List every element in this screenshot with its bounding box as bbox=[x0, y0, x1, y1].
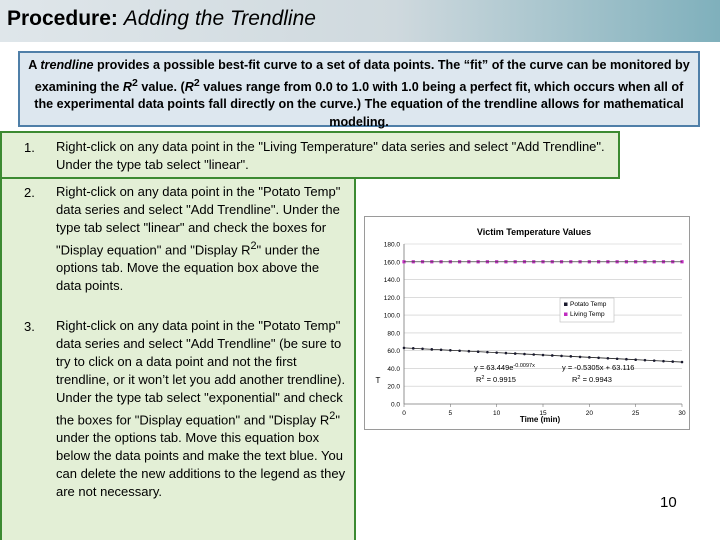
step-1-number: 1. bbox=[24, 140, 35, 155]
x-tick-label-2: 10 bbox=[493, 410, 501, 417]
potato-point-12 bbox=[514, 352, 517, 355]
chart-title: Victim Temperature Values bbox=[476, 227, 592, 237]
potato-point-17 bbox=[560, 355, 563, 358]
potato-point-6 bbox=[458, 349, 461, 352]
step-3-text bbox=[56, 317, 352, 501]
title-bar bbox=[0, 0, 720, 42]
legend-label-potato: Potato Temp bbox=[570, 301, 607, 308]
step-2-text-a: Right-click on any data point in the "Potato Temp" data series and select "Add Trendline". Under the type tab select "linear" and check the boxes for "Display equation" and "Display R bbox=[56, 184, 341, 258]
title-emphasis: Adding the Trendline bbox=[123, 7, 316, 30]
potato-point-19 bbox=[579, 356, 582, 359]
step-1-text: Right-click on any data point in the "Living Temperature" data series and select "Add Trendline". Under the type tab select "linear". bbox=[56, 139, 605, 172]
y-tick-label-3: 60.0 bbox=[387, 348, 400, 356]
potato-point-26 bbox=[644, 359, 647, 362]
linear-equation: y = -0.5305x + 63.116 bbox=[562, 363, 635, 372]
potato-point-15 bbox=[542, 354, 545, 357]
intro-r2-symbol: R bbox=[122, 79, 132, 94]
exp-r2-value: = 0.9915 bbox=[484, 375, 516, 384]
intro-body1: provides a possible best-fit curve to a set of data points. The “fit” of the curve can be monitored by examining the bbox=[34, 58, 690, 94]
victim-temperature-chart bbox=[364, 216, 690, 430]
y-tick-label-8: 160.0 bbox=[383, 259, 400, 267]
exp-r2-sup: 2 bbox=[481, 375, 485, 381]
potato-point-1 bbox=[412, 347, 415, 350]
potato-point-11 bbox=[505, 352, 508, 355]
chart-legend bbox=[560, 298, 614, 322]
potato-point-18 bbox=[570, 355, 573, 358]
y-tick-label-0: 0.0 bbox=[390, 401, 400, 409]
potato-point-8 bbox=[477, 350, 480, 353]
legend-marker-potato bbox=[564, 303, 568, 307]
step-2-sup: 2 bbox=[250, 240, 257, 252]
potato-point-10 bbox=[495, 351, 498, 354]
steps-2-3-box bbox=[0, 179, 356, 540]
x-tick-label-4: 20 bbox=[585, 410, 593, 417]
intro-body2: value. ( bbox=[137, 79, 185, 94]
exp-r2-label: R bbox=[476, 375, 482, 384]
legend-marker-living bbox=[564, 313, 568, 317]
title-prefix: Procedure: bbox=[7, 7, 118, 30]
x-tick-label-3: 15 bbox=[539, 410, 547, 417]
potato-point-2 bbox=[421, 348, 424, 351]
potato-point-27 bbox=[653, 359, 656, 362]
intro-lead: A bbox=[28, 58, 41, 72]
exp-eq-prefix: y = 63.449e bbox=[474, 363, 514, 372]
potato-point-28 bbox=[662, 360, 665, 363]
intro-r2-sup: 2 bbox=[132, 76, 138, 89]
chart-frame bbox=[365, 217, 690, 430]
x-tick-label-1: 5 bbox=[448, 410, 453, 417]
potato-point-29 bbox=[671, 360, 674, 363]
x-tick-label-6: 30 bbox=[678, 410, 686, 417]
step-1-box bbox=[0, 131, 620, 179]
potato-point-30 bbox=[681, 361, 684, 364]
slide-title bbox=[7, 7, 316, 31]
step-3-text-b: " under the options tab. Move this equation box below the data points and make the text blue. You can delete the new additions to the legend as they are not necessary. bbox=[56, 412, 346, 500]
x-tick-label-0: 0 bbox=[402, 410, 406, 417]
x-tick-label-5: 25 bbox=[632, 410, 640, 417]
step-3-number: 3. bbox=[24, 319, 35, 334]
intro-body3: values range from 0.0 to 1.0 with 1.0 being a perfect fit, which occurs when all of the experimental data points fall directly on the curve.) The equation of the trendline allows for mathematical modeling. bbox=[34, 79, 684, 129]
potato-point-5 bbox=[449, 349, 452, 352]
potato-point-22 bbox=[607, 357, 610, 360]
legend-label-living: Living Temp bbox=[570, 311, 605, 318]
potato-point-3 bbox=[431, 348, 434, 351]
page-number: 10 bbox=[660, 494, 677, 511]
potato-point-14 bbox=[532, 353, 535, 356]
potato-point-21 bbox=[597, 356, 600, 359]
step-3-text-a: Right-click on any data point in the "Potato Temp" data series and select "Add Trendline" (be sure to try to click on a data point and not the first trendline, or it won’t let you add another trendline). Under the type tab select "exponential" and check the boxes for "Display equation" and "Display R bbox=[56, 318, 346, 428]
x-axis-label: Time (min) bbox=[519, 415, 561, 424]
potato-point-9 bbox=[486, 351, 489, 354]
y-tick-label-4: 80.0 bbox=[387, 330, 400, 338]
exp-eq-sup: -0.0097x bbox=[513, 363, 535, 369]
potato-point-13 bbox=[523, 353, 526, 356]
step-3-sup: 2 bbox=[329, 410, 336, 422]
linear-r2-sup: 2 bbox=[577, 375, 581, 381]
step-2-text-b: " under the options tab. Move the equation box above the data points. bbox=[56, 242, 320, 294]
potato-point-0 bbox=[403, 347, 406, 350]
intro-box bbox=[18, 51, 700, 127]
potato-point-7 bbox=[468, 350, 471, 353]
intro-term: trendline bbox=[40, 58, 94, 72]
intro-r2-symbol-b: R bbox=[184, 79, 194, 94]
potato-point-20 bbox=[588, 356, 591, 359]
potato-point-24 bbox=[625, 358, 628, 361]
step-2-number: 2. bbox=[24, 185, 35, 200]
y-axis-label: T bbox=[375, 376, 381, 385]
potato-point-25 bbox=[634, 358, 637, 361]
intro-r2-sup-b: 2 bbox=[193, 76, 200, 89]
y-tick-label-9: 180.0 bbox=[383, 241, 400, 249]
potato-point-16 bbox=[551, 354, 554, 357]
y-tick-label-7: 140.0 bbox=[383, 277, 400, 285]
y-tick-label-6: 120.0 bbox=[383, 294, 400, 302]
y-tick-label-1: 20.0 bbox=[387, 383, 400, 391]
linear-r2-label: R bbox=[572, 375, 578, 384]
potato-point-4 bbox=[440, 348, 443, 351]
linear-r2-value: = 0.9943 bbox=[580, 375, 612, 384]
y-tick-label-5: 100.0 bbox=[383, 312, 400, 320]
step-2-text bbox=[56, 183, 346, 295]
y-tick-label-2: 40.0 bbox=[387, 365, 400, 373]
potato-point-23 bbox=[616, 357, 619, 360]
